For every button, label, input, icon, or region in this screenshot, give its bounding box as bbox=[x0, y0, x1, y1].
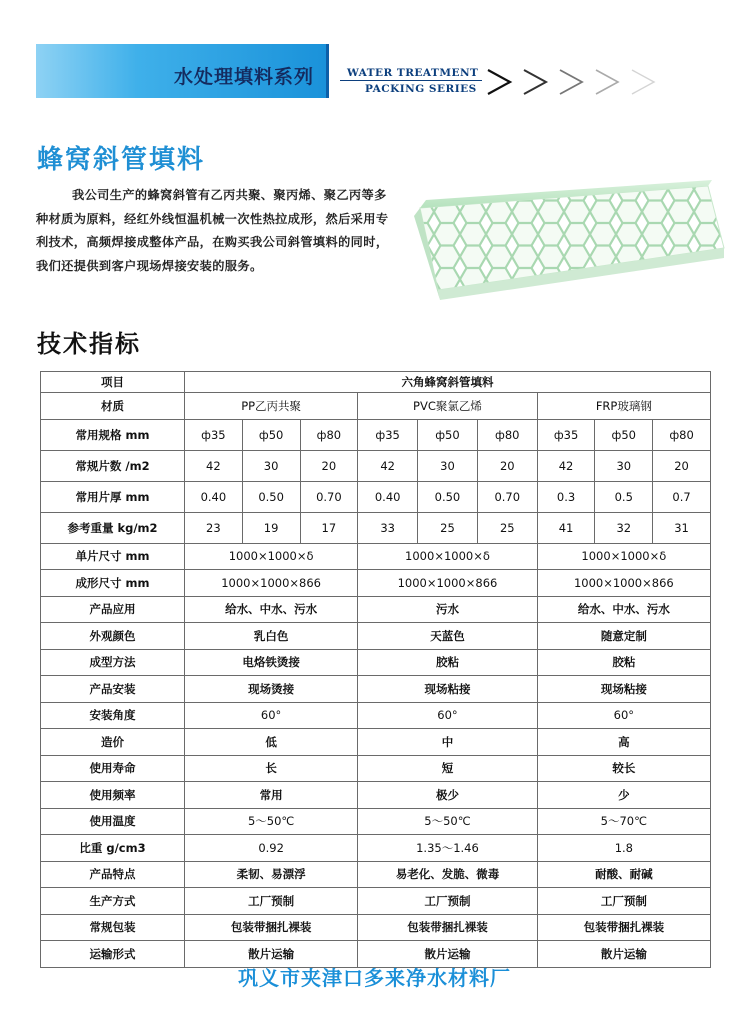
spec-group-value-cell: 5～50℃ bbox=[358, 808, 537, 835]
spec-value-cell: 0.50 bbox=[418, 481, 478, 512]
spec-detail-row bbox=[41, 419, 711, 450]
spec-value-cell: 42 bbox=[537, 450, 595, 481]
spec-value-cell: 20 bbox=[300, 450, 358, 481]
spec-value-cell: 30 bbox=[242, 450, 300, 481]
spec-group-value-cell: 1000×1000×δ bbox=[537, 543, 710, 570]
spec-group-value-cell: 现场烫接 bbox=[185, 676, 358, 703]
spec-group-value-cell: 1000×1000×866 bbox=[537, 570, 710, 597]
english-subtitle-rule bbox=[340, 80, 482, 81]
material-pvc-cell: PVC聚氯乙烯 bbox=[358, 393, 537, 420]
row-label: 常规片数 /m2 bbox=[41, 450, 185, 481]
spec-group-value-cell: 5～50℃ bbox=[185, 808, 358, 835]
spec-group-value-cell: 工厂预制 bbox=[537, 888, 710, 915]
english-subtitle-line1: WATER TREATMENT bbox=[347, 67, 479, 79]
spec-value-cell: 17 bbox=[300, 512, 358, 543]
spec-group-value-cell: 易老化、发脆、微毒 bbox=[358, 861, 537, 888]
spec-group-value-cell: 1.8 bbox=[537, 835, 710, 862]
spec-group-value-cell: 1000×1000×866 bbox=[185, 570, 358, 597]
honeycomb-tube-photo-icon bbox=[408, 178, 726, 308]
spec-group-value-cell: 包装带捆扎裸装 bbox=[537, 914, 710, 941]
spec-group-value-cell: 柔韧、易漂浮 bbox=[185, 861, 358, 888]
spec-group-row bbox=[41, 808, 711, 835]
row-label: 材质 bbox=[41, 393, 185, 420]
row-label: 安装角度 bbox=[41, 702, 185, 729]
spec-value-cell: ф50 bbox=[418, 419, 478, 450]
row-label: 常用片厚 mm bbox=[41, 481, 185, 512]
spec-header-row bbox=[41, 372, 711, 393]
spec-group-value-cell: 天蓝色 bbox=[358, 623, 537, 650]
row-label: 比重 g/cm3 bbox=[41, 835, 185, 862]
spec-group-value-cell: 较长 bbox=[537, 755, 710, 782]
spec-group-value-cell: 随意定制 bbox=[537, 623, 710, 650]
spec-group-value-cell: 现场粘接 bbox=[358, 676, 537, 703]
row-label: 成形尺寸 mm bbox=[41, 570, 185, 597]
row-label: 产品安装 bbox=[41, 676, 185, 703]
row-label: 使用寿命 bbox=[41, 755, 185, 782]
spec-value-cell: 19 bbox=[242, 512, 300, 543]
spec-group-value-cell: 工厂预制 bbox=[185, 888, 358, 915]
spec-value-cell: ф35 bbox=[537, 419, 595, 450]
company-name: 巩义市夹津口多来净水材料厂 bbox=[238, 966, 511, 990]
spec-group-value-cell: 污水 bbox=[358, 596, 537, 623]
product-description: 我公司生产的蜂窝斜管有乙丙共聚、聚丙烯、聚乙丙等多种材质为原料，经红外线恒温机械一次性热拉成形，然后采用专利技术，高频焊接成整体产品，在购买我公司斜管填料的同时，我们还提供到客户现场焊接安装的服务。 bbox=[36, 188, 389, 273]
spec-group-row bbox=[41, 702, 711, 729]
spec-group-row bbox=[41, 729, 711, 756]
spec-value-cell: 33 bbox=[358, 512, 418, 543]
spec-value-cell: 25 bbox=[418, 512, 478, 543]
row-label: 产品特点 bbox=[41, 861, 185, 888]
header-product-cell: 六角蜂窝斜管填料 bbox=[185, 372, 711, 393]
banner-divider bbox=[326, 44, 329, 98]
spec-group-row bbox=[41, 623, 711, 650]
spec-value-cell: 0.7 bbox=[653, 481, 711, 512]
spec-detail-row bbox=[41, 450, 711, 481]
row-label: 参考重量 kg/m2 bbox=[41, 512, 185, 543]
spec-section-title: 技术指标 bbox=[37, 330, 141, 358]
spec-value-cell: 42 bbox=[185, 450, 243, 481]
spec-group-value-cell: 低 bbox=[185, 729, 358, 756]
spec-value-cell: 0.40 bbox=[185, 481, 243, 512]
spec-value-cell: 0.70 bbox=[300, 481, 358, 512]
english-subtitle-line2: PACKING SERIES bbox=[365, 83, 477, 95]
spec-group-value-cell: 工厂预制 bbox=[358, 888, 537, 915]
spec-value-cell: ф50 bbox=[595, 419, 653, 450]
row-label: 常规包装 bbox=[41, 914, 185, 941]
spec-value-cell: ф80 bbox=[653, 419, 711, 450]
row-label: 运输形式 bbox=[41, 941, 185, 968]
row-label: 成型方法 bbox=[41, 649, 185, 676]
spec-detail-row bbox=[41, 481, 711, 512]
spec-group-row bbox=[41, 596, 711, 623]
spec-group-value-cell: 耐酸、耐碱 bbox=[537, 861, 710, 888]
spec-group-value-cell: 乳白色 bbox=[185, 623, 358, 650]
spec-value-cell: 0.40 bbox=[358, 481, 418, 512]
spec-group-value-cell: 长 bbox=[185, 755, 358, 782]
spec-group-value-cell: 散片运输 bbox=[537, 941, 710, 968]
row-label: 单片尺寸 mm bbox=[41, 543, 185, 570]
spec-group-row bbox=[41, 649, 711, 676]
spec-value-cell: 30 bbox=[418, 450, 478, 481]
spec-group-value-cell: 1000×1000×866 bbox=[358, 570, 537, 597]
spec-value-cell: 20 bbox=[653, 450, 711, 481]
spec-group-row bbox=[41, 861, 711, 888]
spec-group-row bbox=[41, 888, 711, 915]
spec-group-value-cell: 5～70℃ bbox=[537, 808, 710, 835]
spec-value-cell: ф50 bbox=[242, 419, 300, 450]
spec-group-value-cell: 胶粘 bbox=[358, 649, 537, 676]
spec-group-row bbox=[41, 782, 711, 809]
header-item-cell: 项目 bbox=[41, 372, 185, 393]
spec-group-value-cell: 少 bbox=[537, 782, 710, 809]
spec-group-row bbox=[41, 570, 711, 597]
spec-value-cell: 32 bbox=[595, 512, 653, 543]
spec-detail-row bbox=[41, 512, 711, 543]
spec-value-cell: 25 bbox=[477, 512, 537, 543]
spec-group-value-cell: 散片运输 bbox=[358, 941, 537, 968]
row-label: 产品应用 bbox=[41, 596, 185, 623]
materials-row bbox=[41, 393, 711, 420]
spec-group-value-cell: 散片运输 bbox=[185, 941, 358, 968]
spec-value-cell: 30 bbox=[595, 450, 653, 481]
spec-group-value-cell: 胶粘 bbox=[537, 649, 710, 676]
spec-group-value-cell: 常用 bbox=[185, 782, 358, 809]
chevron-arrows-icon bbox=[484, 64, 664, 100]
spec-group-value-cell: 1.35～1.46 bbox=[358, 835, 537, 862]
series-title: 水处理填料系列 bbox=[173, 66, 314, 88]
spec-group-value-cell: 现场粘接 bbox=[537, 676, 710, 703]
spec-value-cell: 41 bbox=[537, 512, 595, 543]
spec-group-value-cell: 1000×1000×δ bbox=[358, 543, 537, 570]
row-label: 常用规格 mm bbox=[41, 419, 185, 450]
spec-value-cell: 0.5 bbox=[595, 481, 653, 512]
series-banner bbox=[36, 44, 326, 98]
row-label: 造价 bbox=[41, 729, 185, 756]
material-frp-cell: FRP玻璃钢 bbox=[537, 393, 710, 420]
spec-value-cell: 23 bbox=[185, 512, 243, 543]
spec-group-value-cell: 包装带捆扎裸装 bbox=[185, 914, 358, 941]
material-pp-cell: PP乙丙共聚 bbox=[185, 393, 358, 420]
row-label: 生产方式 bbox=[41, 888, 185, 915]
spec-group-value-cell: 包装带捆扎裸装 bbox=[358, 914, 537, 941]
spec-group-value-cell: 中 bbox=[358, 729, 537, 756]
spec-group-value-cell: 极少 bbox=[358, 782, 537, 809]
spec-value-cell: 42 bbox=[358, 450, 418, 481]
spec-group-value-cell: 0.92 bbox=[185, 835, 358, 862]
row-label: 外观颜色 bbox=[41, 623, 185, 650]
spec-group-value-cell: 60° bbox=[185, 702, 358, 729]
spec-group-value-cell: 60° bbox=[358, 702, 537, 729]
spec-group-value-cell: 60° bbox=[537, 702, 710, 729]
spec-group-row bbox=[41, 676, 711, 703]
spec-value-cell: ф80 bbox=[300, 419, 358, 450]
row-label: 使用频率 bbox=[41, 782, 185, 809]
spec-value-cell: 20 bbox=[477, 450, 537, 481]
spec-value-cell: 0.50 bbox=[242, 481, 300, 512]
spec-group-value-cell: 高 bbox=[537, 729, 710, 756]
spec-value-cell: 31 bbox=[653, 512, 711, 543]
row-label: 使用温度 bbox=[41, 808, 185, 835]
spec-group-value-cell: 给水、中水、污水 bbox=[185, 596, 358, 623]
spec-value-cell: 0.3 bbox=[537, 481, 595, 512]
spec-group-value-cell: 短 bbox=[358, 755, 537, 782]
spec-value-cell: ф35 bbox=[358, 419, 418, 450]
spec-value-cell: ф80 bbox=[477, 419, 537, 450]
spec-group-value-cell: 给水、中水、污水 bbox=[537, 596, 710, 623]
spec-group-row bbox=[41, 755, 711, 782]
spec-group-row bbox=[41, 543, 711, 570]
product-title: 蜂窝斜管填料 bbox=[37, 145, 206, 175]
spec-table bbox=[40, 371, 711, 968]
spec-value-cell: 0.70 bbox=[477, 481, 537, 512]
spec-group-value-cell: 电烙铁烫接 bbox=[185, 649, 358, 676]
spec-value-cell: ф35 bbox=[185, 419, 243, 450]
spec-group-row bbox=[41, 835, 711, 862]
spec-group-row bbox=[41, 914, 711, 941]
spec-group-value-cell: 1000×1000×δ bbox=[185, 543, 358, 570]
